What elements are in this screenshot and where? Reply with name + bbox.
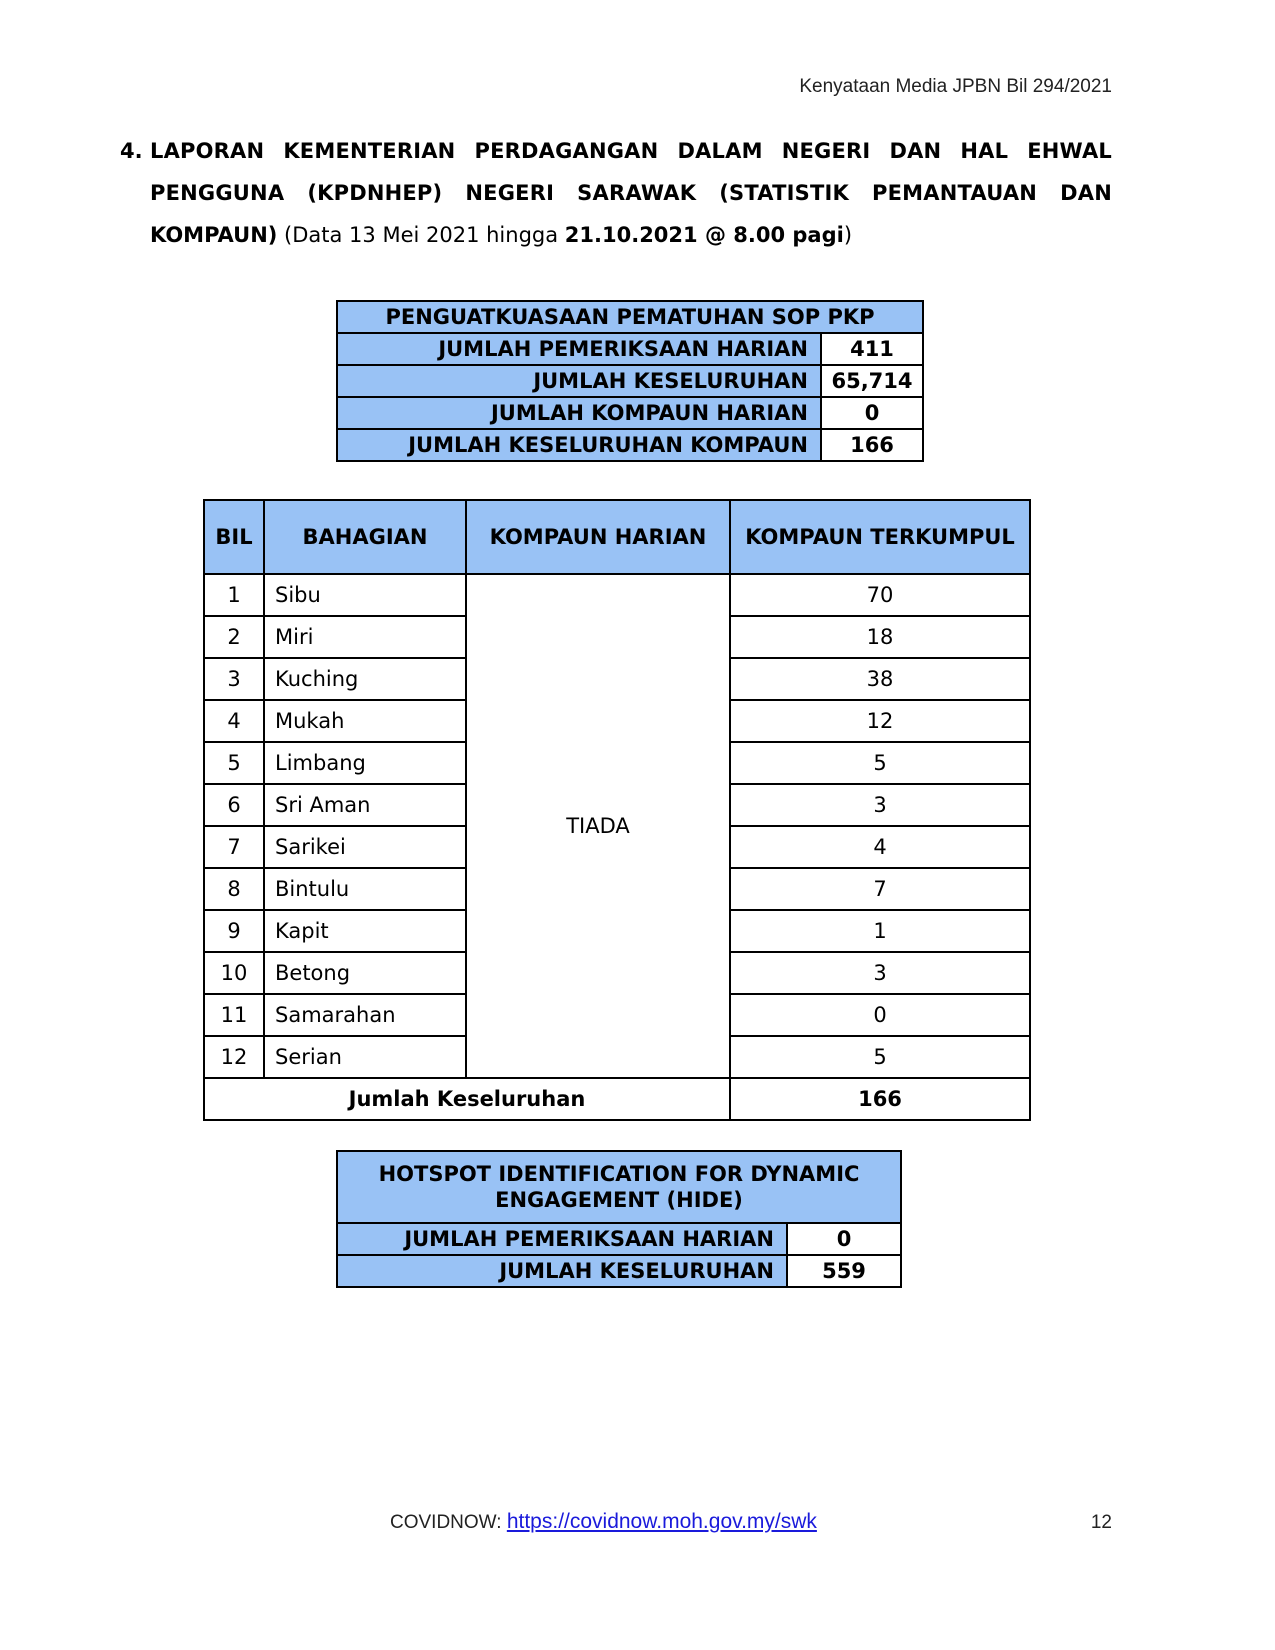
- section-heading: [120, 130, 1112, 256]
- total-value: 166: [730, 1078, 1030, 1120]
- total-label: Jumlah Keseluruhan: [204, 1078, 730, 1120]
- hide-table: [336, 1150, 902, 1288]
- column-header-kompaun-terkumpul: KOMPAUN TERKUMPUL: [730, 500, 1030, 574]
- hide-table-title: [337, 1151, 901, 1223]
- cell-kompaun-terkumpul: 18: [730, 616, 1030, 658]
- cell-kompaun-terkumpul: 4: [730, 826, 1030, 868]
- sop-row-label: JUMLAH KOMPAUN HARIAN: [337, 397, 821, 429]
- cell-bil: 9: [204, 910, 264, 952]
- sop-enforcement-table: [336, 300, 924, 462]
- table-row: [337, 1255, 901, 1287]
- table-row: [337, 1223, 901, 1255]
- column-header-bil: BIL: [204, 500, 264, 574]
- cell-bil: 7: [204, 826, 264, 868]
- footer-prefix: COVIDNOW:: [390, 1512, 507, 1533]
- cell-bil: 3: [204, 658, 264, 700]
- table-row: [337, 365, 923, 397]
- cell-bil: 4: [204, 700, 264, 742]
- table-row: [337, 397, 923, 429]
- table-row: [204, 574, 1030, 616]
- cell-bahagian: Miri: [264, 616, 466, 658]
- hide-title-line-2: ENGAGEMENT (HIDE): [495, 1188, 743, 1212]
- sop-row-label: JUMLAH KESELURUHAN KOMPAUN: [337, 429, 821, 461]
- division-compound-table: [203, 499, 1031, 1121]
- column-header-bahagian: BAHAGIAN: [264, 500, 466, 574]
- cell-bil: 10: [204, 952, 264, 994]
- cell-bil: 8: [204, 868, 264, 910]
- cell-kompaun-terkumpul: 3: [730, 784, 1030, 826]
- sop-row-value: 0: [821, 397, 923, 429]
- press-statement-reference: Kenyataan Media JPBN Bil 294/2021: [799, 76, 1112, 97]
- cell-bahagian: Sarikei: [264, 826, 466, 868]
- cell-kompaun-harian-merged: TIADA: [466, 574, 730, 1078]
- cell-bahagian: Limbang: [264, 742, 466, 784]
- table-row: [337, 333, 923, 365]
- total-row: [204, 1078, 1030, 1120]
- heading-line-2: PENGGUNA (KPDNHEP) NEGERI SARAWAK (STATISTIK PEMANTAUAN DAN: [150, 181, 1112, 205]
- heading-line-3-text: (Data 13 Mei 2021 hingga: [277, 223, 565, 247]
- heading-line-1: LAPORAN KEMENTERIAN PERDAGANGAN DALAM NEGERI DAN HAL EHWAL: [150, 139, 1112, 163]
- hide-row-label: JUMLAH KESELURUHAN: [337, 1255, 787, 1287]
- covidnow-link[interactable]: https://covidnow.moh.gov.my/swk: [506, 1510, 817, 1533]
- cell-kompaun-terkumpul: 5: [730, 1036, 1030, 1078]
- cell-bahagian: Sri Aman: [264, 784, 466, 826]
- sop-table-title: PENGUATKUASAAN PEMATUHAN SOP PKP: [337, 301, 923, 333]
- hide-row-label: JUMLAH PEMERIKSAAN HARIAN: [337, 1223, 787, 1255]
- hide-row-value: 559: [787, 1255, 901, 1287]
- sop-row-value: 166: [821, 429, 923, 461]
- cell-bil: 5: [204, 742, 264, 784]
- cell-bil: 2: [204, 616, 264, 658]
- sop-row-value: 65,714: [821, 365, 923, 397]
- cell-kompaun-terkumpul: 70: [730, 574, 1030, 616]
- cell-bahagian: Kuching: [264, 658, 466, 700]
- cell-kompaun-terkumpul: 0: [730, 994, 1030, 1036]
- sop-row-label: JUMLAH KESELURUHAN: [337, 365, 821, 397]
- heading-date: 21.10.2021 @ 8.00 pagi: [564, 223, 844, 247]
- cell-bil: 12: [204, 1036, 264, 1078]
- cell-bahagian: Bintulu: [264, 868, 466, 910]
- cell-bil: 1: [204, 574, 264, 616]
- heading-line-3: [150, 223, 852, 247]
- section-number: 4.: [120, 139, 143, 163]
- page-number: 12: [1090, 1512, 1112, 1533]
- cell-kompaun-terkumpul: 12: [730, 700, 1030, 742]
- cell-kompaun-terkumpul: 1: [730, 910, 1030, 952]
- cell-bil: 6: [204, 784, 264, 826]
- cell-bahagian: Betong: [264, 952, 466, 994]
- heading-line-3-bold: KOMPAUN): [150, 223, 278, 247]
- table-row: [337, 429, 923, 461]
- cell-bahagian: Sibu: [264, 574, 466, 616]
- cell-bil: 11: [204, 994, 264, 1036]
- hide-title-line-1: HOTSPOT IDENTIFICATION FOR DYNAMIC: [378, 1162, 860, 1186]
- sop-row-label: JUMLAH PEMERIKSAAN HARIAN: [337, 333, 821, 365]
- cell-kompaun-terkumpul: 3: [730, 952, 1030, 994]
- cell-kompaun-terkumpul: 7: [730, 868, 1030, 910]
- cell-kompaun-terkumpul: 38: [730, 658, 1030, 700]
- cell-bahagian: Samarahan: [264, 994, 466, 1036]
- sop-row-value: 411: [821, 333, 923, 365]
- cell-kompaun-terkumpul: 5: [730, 742, 1030, 784]
- footer-source: [390, 1510, 817, 1534]
- heading-line-3-end: ): [843, 223, 853, 247]
- cell-bahagian: Kapit: [264, 910, 466, 952]
- column-header-kompaun-harian: KOMPAUN HARIAN: [466, 500, 730, 574]
- cell-bahagian: Serian: [264, 1036, 466, 1078]
- cell-bahagian: Mukah: [264, 700, 466, 742]
- hide-row-value: 0: [787, 1223, 901, 1255]
